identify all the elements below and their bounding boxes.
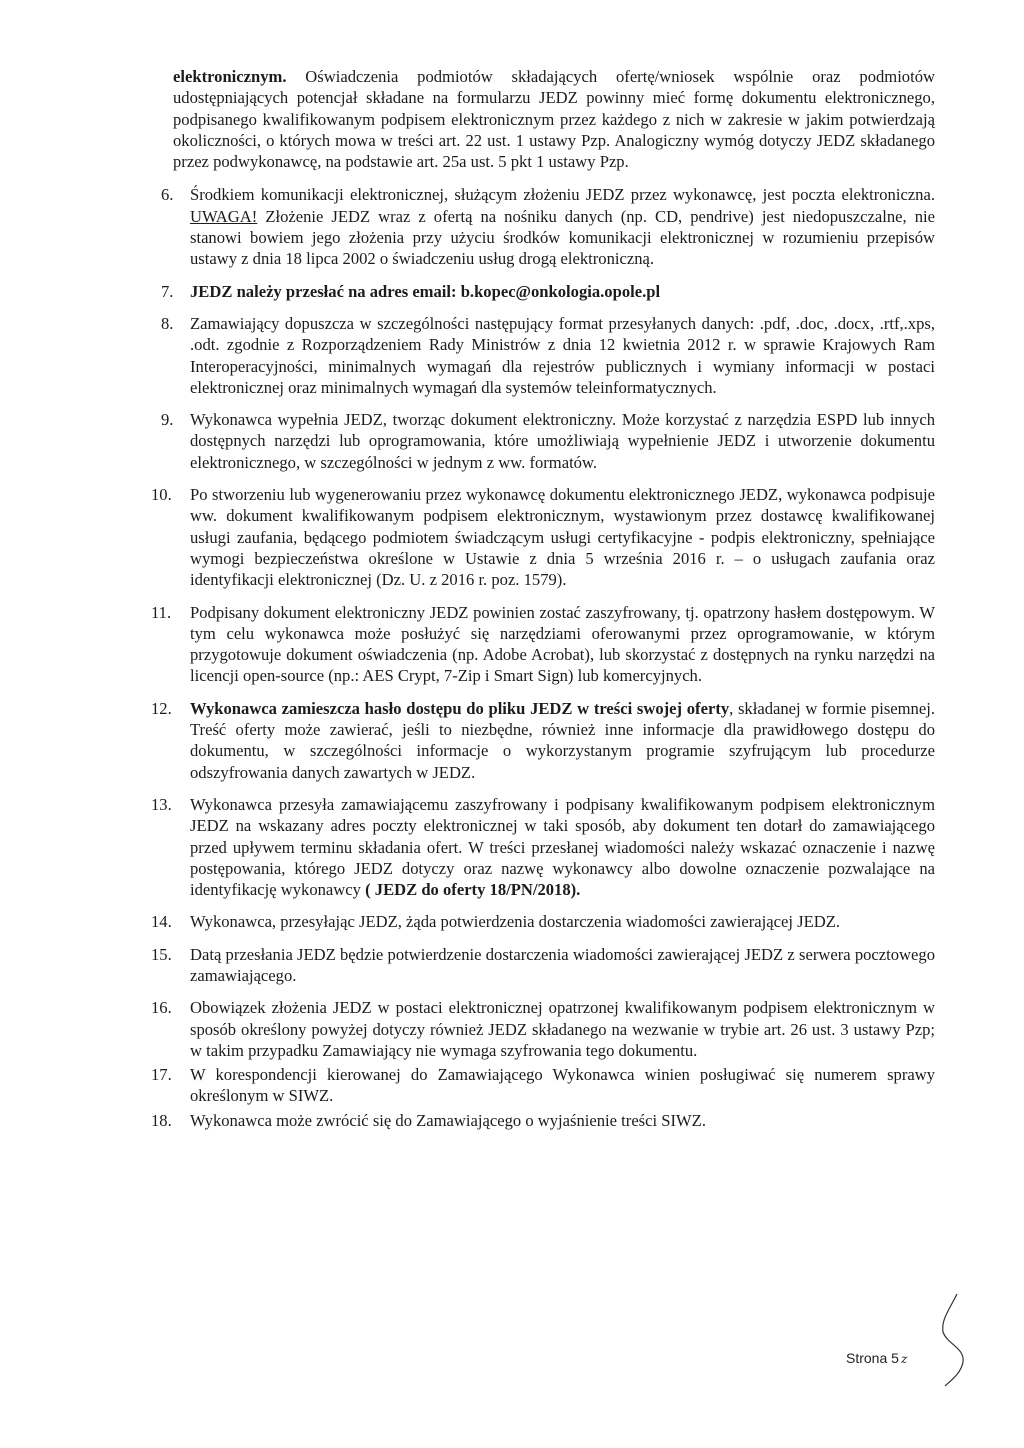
item-number: 12.	[151, 698, 172, 718]
item-text: Po stworzeniu lub wygenerowaniu przez wykonawcę dokumentu elektronicznego JEDZ, wykonawca podpisuje ww. dokument kwalifikowanym podpisem elektronicznym, wystawionym przez dostawcę kwalifikowanej usługi zaufania, będącego podmiotem świadczącym usługi certyfikacyjne - podpis elektroniczny, spełniające wymogi bezpieczeństwa określone w Ustawie z dnia 5 września 2016 r. – o usługach zaufania oraz identyfikacji elektronicznej (Dz. U. z 2016 r. poz. 1579).	[190, 485, 935, 590]
list-item-14	[151, 911, 935, 932]
list-item-9	[161, 409, 935, 473]
item-number: 11.	[151, 602, 172, 622]
list-item-12	[151, 698, 935, 783]
list-item-17	[151, 1064, 935, 1107]
list-item-18	[151, 1110, 935, 1131]
item-number: 16.	[151, 998, 172, 1018]
signature-mark-icon	[935, 1290, 975, 1390]
item-number: 7.	[161, 281, 174, 301]
item-text	[190, 281, 935, 302]
page-number: Strona 5	[846, 1350, 899, 1366]
list-item-10	[151, 484, 935, 590]
handwritten-page-total: z	[900, 1352, 908, 1366]
item-text-part: Złożenie JEDZ wraz z ofertą na nośniku danych (np. CD, pendrive) jest niedopuszczalne, nie stanowi bowiem jego złożenia przy użyciu środków komunikacji elektronicznej w rozumieniu przepisów ustawy z dnia 18 lipca 2002 o świadczeniu usług drogą elektroniczną.	[190, 206, 935, 269]
item-number: 17.	[151, 1065, 172, 1085]
item-number: 6.	[161, 185, 174, 205]
item-text	[190, 794, 935, 900]
item-text-bold: Wykonawca zamieszcza hasło dostępu do pliku JEDZ w treści swojej oferty	[190, 698, 730, 718]
item-text: Podpisany dokument elektroniczny JEDZ powinien zostać zaszyfrowany, tj. opatrzony hasłem dostępowym. W tym celu wykonawca może posłużyć się narzędziami oferowanymi przez oprogramowanie, w którym przygotowuje dokument oświadczenia (np. Adobe Acrobat), lub skorzystać z dostępnych na rynku narzędzi na licencji open-source (np.: AES Crypt, 7-Zip i Smart Sign) lub komercyjnych.	[190, 602, 935, 686]
intro-lead: elektronicznym.	[173, 67, 287, 86]
item-text: W korespondencji kierowanej do Zamawiającego Wykonawca winien posługiwać się numerem sprawy określonym w SIWZ.	[190, 1065, 935, 1106]
list-item-6	[161, 184, 935, 269]
item-number: 14.	[151, 912, 172, 932]
item-number: 10.	[151, 485, 172, 505]
item-text	[190, 698, 935, 783]
item-number: 8.	[161, 313, 174, 333]
item-text: Obowiązek złożenia JEDZ w postaci elektronicznej opatrzonej kwalifikowanym podpisem elektronicznym w sposób określony powyżej dotyczy również JEDZ składanego na wezwanie w trybie art. 26 ust. 3 ustawy Pzp; w takim przypadku Zamawiający nie wymaga szyfrowania tego dokumentu.	[190, 998, 935, 1060]
item-text: Zamawiający dopuszcza w szczególności następujący format przesyłanych danych: .pdf, .doc, .docx, .rtf,.xps, .odt. zgodnie z Rozporządzeniem Rady Ministrów z dnia 12 kwietnia 2012 r. w sprawie Krajowych Ram Interoperacyjności, minimalnych wymagań dla rejestrów publicznych i wymiany informacji w postaci elektronicznej oraz minimalnych wymagań dla systemów teleinformatycznych.	[190, 313, 935, 397]
intro-paragraph	[173, 66, 935, 172]
item-text: Wykonawca, przesyłając JEDZ, żąda potwierdzenia dostarczenia wiadomości zawierającej JEDZ.	[190, 912, 840, 932]
document-body	[151, 66, 935, 1142]
warning-label: UWAGA!	[190, 206, 258, 226]
page-footer	[846, 1350, 907, 1366]
item-text: Wykonawca może zwrócić się do Zamawiającego o wyjaśnienie treści SIWZ.	[190, 1110, 706, 1130]
item-text: Wykonawca wypełnia JEDZ, tworząc dokument elektroniczny. Może korzystać z narzędzia ESPD lub innych dostępnych narzędzi lub oprogramowania, które umożliwiają wypełnienie JEDZ i utworzenie dokumentu elektronicznego, w szczególności w jednym z ww. formatów.	[190, 410, 935, 472]
list-item-11	[151, 602, 935, 687]
list-item-7	[161, 281, 935, 302]
list-item-15	[151, 944, 935, 987]
item-text	[190, 184, 935, 269]
item-text-part: Wykonawca przesyła zamawiającemu zaszyfrowany i podpisany kwalifikowanym podpisem elektronicznym JEDZ na wskazany adres poczty elektronicznej w taki sposób, aby dokument ten dotarł do zamawiającego przed upływem terminu składania ofert. W treści przesłanej wiadomości należy wskazać oznaczenie i nazwę postępowania, którego JEDZ dotyczy oraz nazwę wykonawcy albo dowolne oznaczenie pozwalające na identyfikację wykonawcy	[190, 794, 935, 900]
item-text-bold: ( JEDZ do oferty 18/PN/2018).	[365, 880, 581, 900]
intro-text: Oświadczenia podmiotów składających ofertę/wniosek wspólnie oraz podmiotów udostępniających potencjał składane na formularzu JEDZ powinny mieć formę dokumentu elektronicznego, podpisanego kwalifikowanym podpisem elektronicznym przez każdego z nich w zakresie w jakim potwierdzają okoliczności, o których mowa w treści art. 22 ust. 1 ustawy Pzp. Analogiczny wymóg dotyczy JEDZ składanego przez podwykonawcę, na podstawie art. 25a ust. 5 pkt 1 ustawy Pzp.	[173, 67, 935, 172]
item-number: 13.	[151, 794, 172, 814]
item-text: Datą przesłania JEDZ będzie potwierdzenie dostarczenia wiadomości zawierającej JEDZ z serwera pocztowego zamawiającego.	[190, 944, 935, 985]
item-number: 15.	[151, 944, 172, 964]
item-text-part: Środkiem komunikacji elektronicznej, służącym złożeniu JEDZ przez wykonawcę, jest poczta elektroniczna.	[190, 185, 935, 205]
list-item-8	[161, 313, 935, 398]
list-item-13	[151, 794, 935, 900]
item-number: 9.	[161, 410, 174, 430]
item-text-part: , składanej w formie pisemnej. Treść oferty może zawierać, jeśli to niezbędne, również inne informacje dla prawidłowego dostępu do dokumentu, w szczególności informacje o wykorzystanym programie szyfrującym lub procedurze odszyfrowania danych zawartych w JEDZ.	[190, 698, 935, 782]
list-item-16	[151, 997, 935, 1061]
item-number: 18.	[151, 1110, 172, 1130]
email-instruction: JEDZ należy przesłać na adres email: b.kopec@onkologia.opole.pl	[190, 281, 661, 301]
